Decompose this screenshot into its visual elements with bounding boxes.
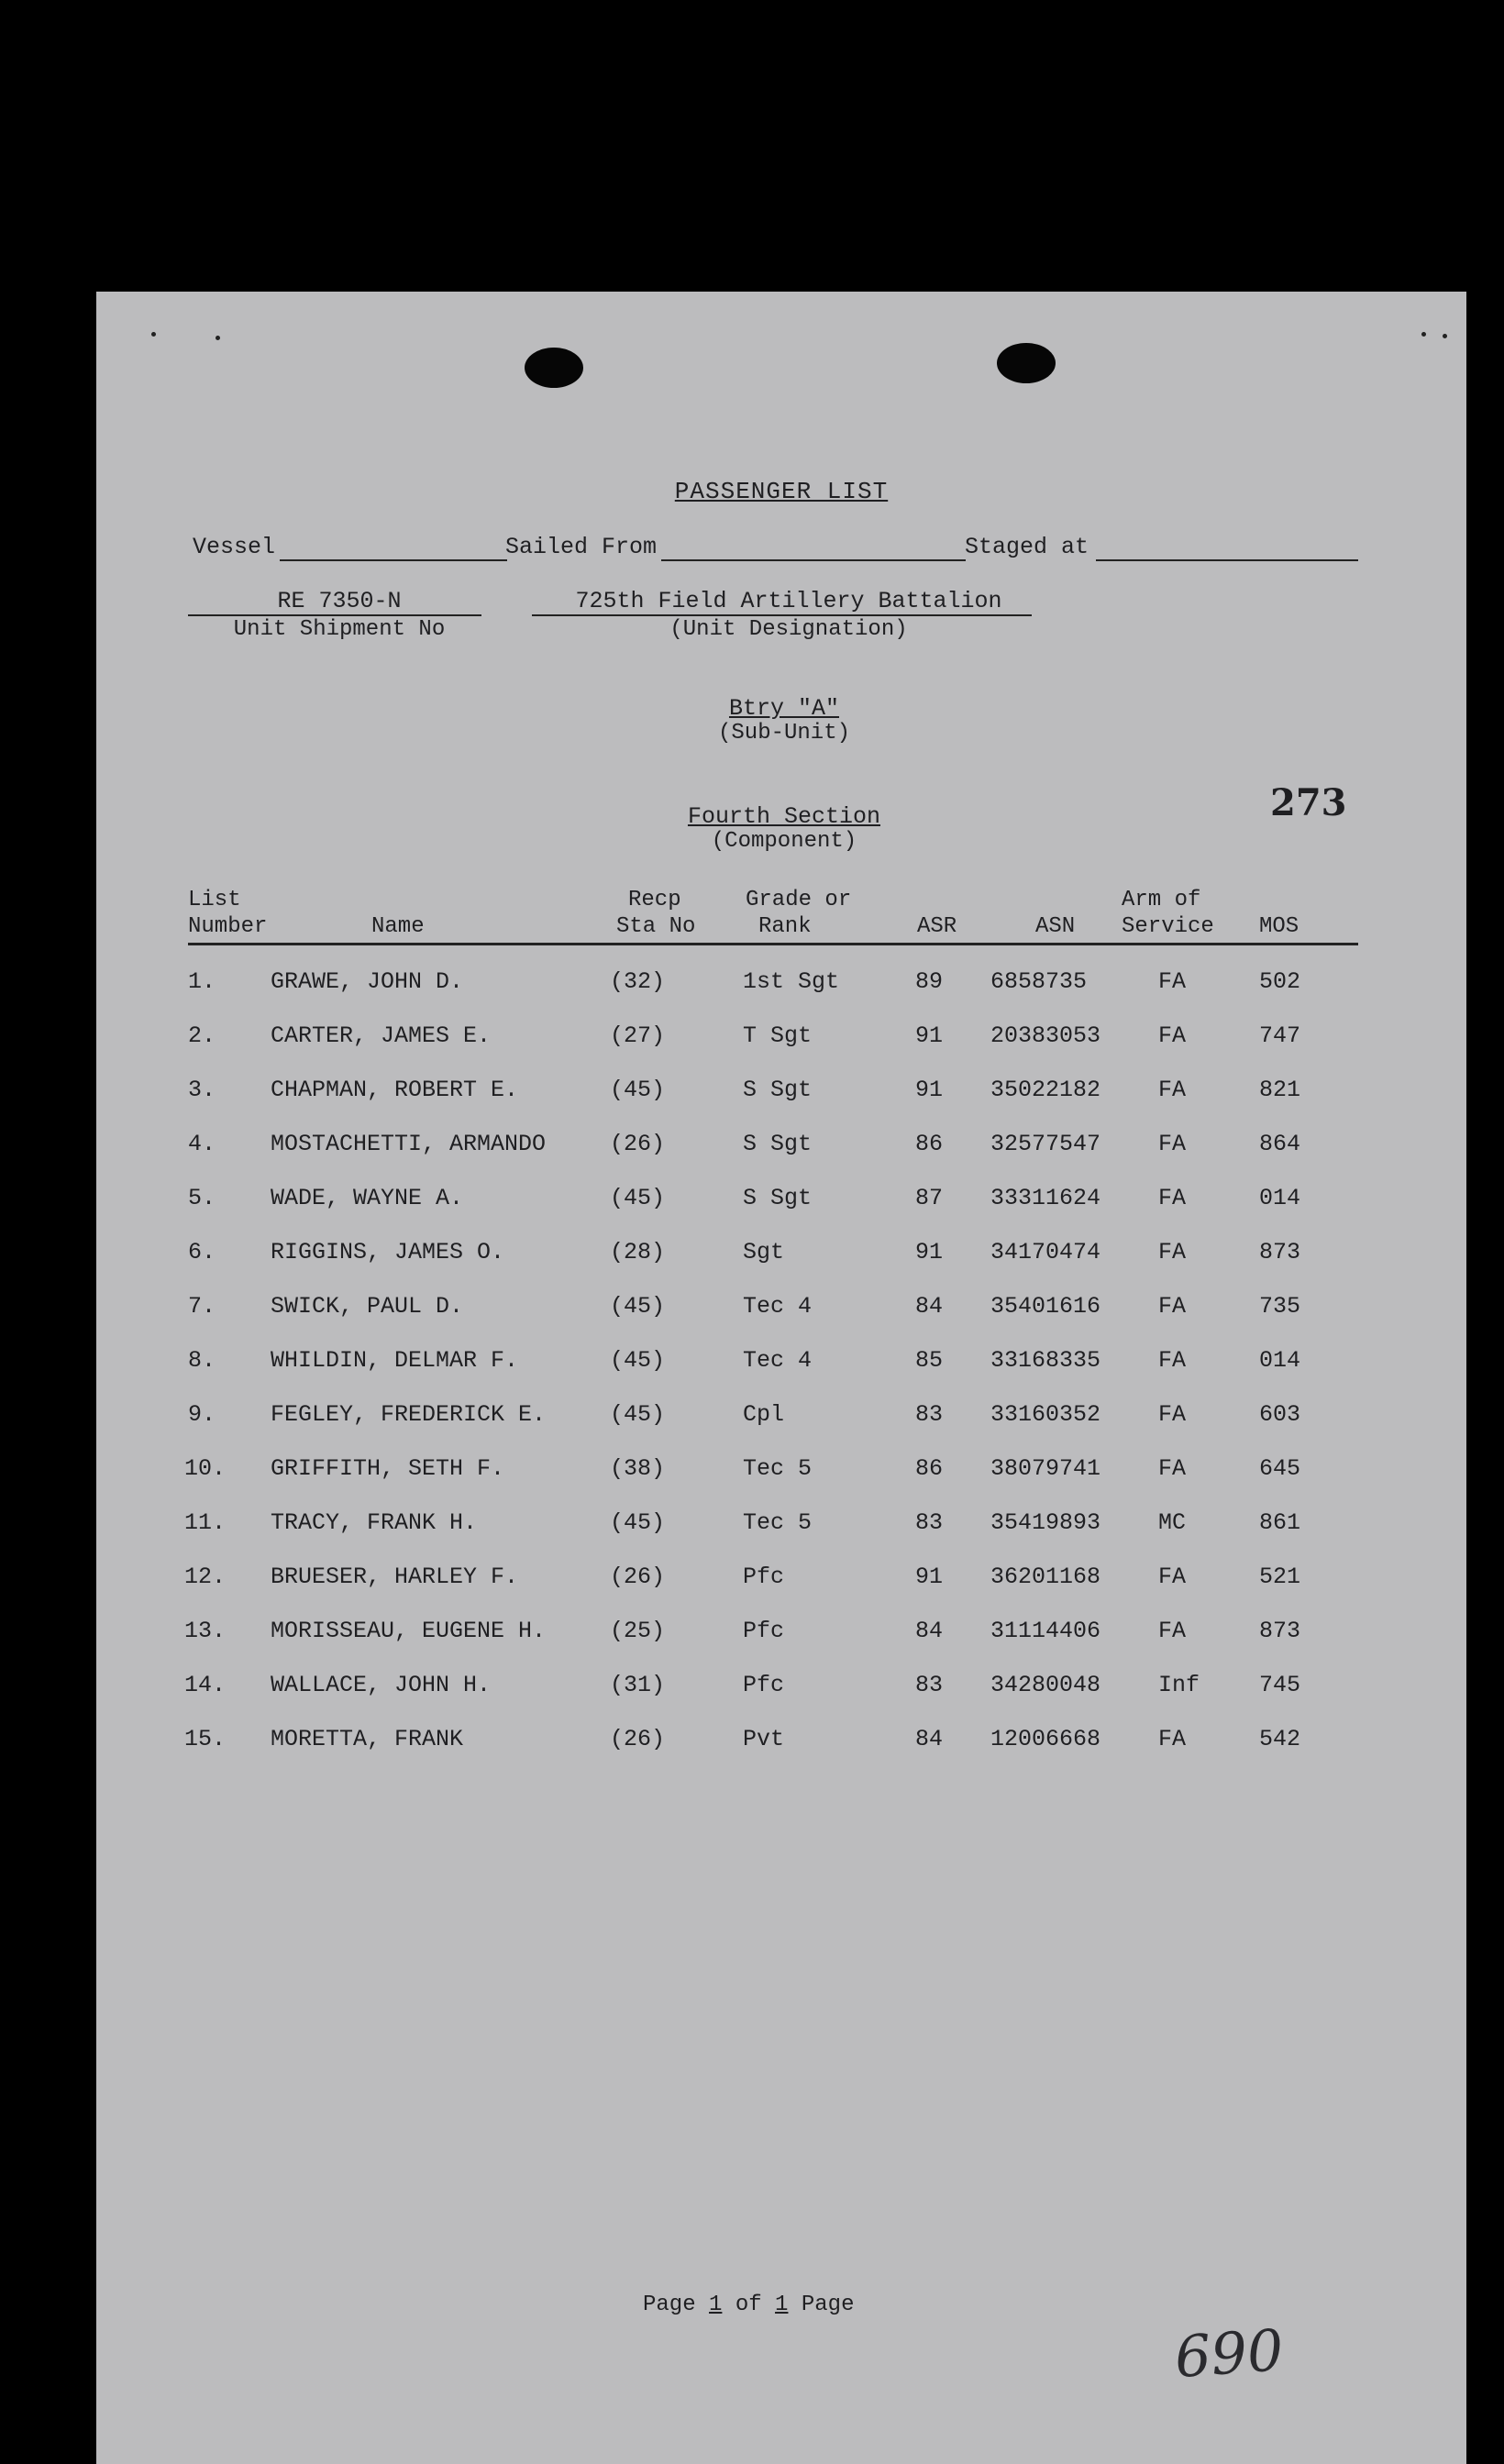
row-asn: 35022182	[990, 1077, 1101, 1103]
row-mos: 014	[1259, 1347, 1301, 1374]
vessel-blank	[280, 559, 507, 561]
table-row	[96, 1726, 1466, 1762]
table-row	[96, 1347, 1466, 1384]
row-grade: S Sgt	[743, 1131, 813, 1157]
staged-at-label: Staged at	[965, 534, 1089, 560]
row-arm: FA	[1158, 1347, 1187, 1374]
row-grade: Tec 5	[743, 1455, 813, 1482]
row-mos: 542	[1259, 1726, 1301, 1752]
table-row	[96, 1131, 1466, 1167]
scan-speck	[151, 332, 156, 337]
row-asr: 87	[915, 1185, 944, 1211]
row-asn: 33311624	[990, 1185, 1101, 1211]
row-sta-no: (32)	[610, 968, 666, 995]
header-asr: ASR	[917, 914, 957, 939]
row-arm: FA	[1158, 1185, 1187, 1211]
page-footer	[643, 2293, 854, 2317]
row-mos: 873	[1259, 1618, 1301, 1644]
handwritten-number: 690	[1172, 2315, 1286, 2392]
row-asr: 86	[915, 1455, 944, 1482]
row-arm: MC	[1158, 1509, 1187, 1536]
row-asr: 85	[915, 1347, 944, 1374]
row-sta-no: (26)	[610, 1131, 666, 1157]
header-grade-2: Rank	[758, 914, 812, 939]
row-grade: Pfc	[743, 1618, 785, 1644]
table-row	[96, 1672, 1466, 1708]
header-arm-2: Service	[1122, 914, 1214, 939]
row-mos: 014	[1259, 1185, 1301, 1211]
row-sta-no: (45)	[610, 1185, 666, 1211]
staged-at-blank	[1096, 559, 1358, 561]
row-name: SWICK, PAUL D.	[271, 1293, 464, 1320]
row-arm: FA	[1158, 1401, 1187, 1428]
row-grade: 1st Sgt	[743, 968, 840, 995]
row-number: 5.	[188, 1185, 216, 1211]
row-sta-no: (45)	[610, 1401, 666, 1428]
document-title: PASSENGER LIST	[674, 478, 889, 505]
row-asr: 89	[915, 968, 944, 995]
row-asr: 91	[915, 1077, 944, 1103]
row-name: WHILDIN, DELMAR F.	[271, 1347, 519, 1374]
row-sta-no: (28)	[610, 1239, 666, 1265]
row-asn: 33168335	[990, 1347, 1101, 1374]
row-number: 9.	[188, 1401, 216, 1428]
row-asr: 86	[915, 1131, 944, 1157]
row-asn: 35419893	[990, 1509, 1101, 1536]
unit-designation-line	[532, 614, 1032, 616]
row-sta-no: (45)	[610, 1293, 666, 1320]
row-number: 4.	[188, 1131, 216, 1157]
row-sta-no: (26)	[610, 1563, 666, 1590]
row-grade: Tec 5	[743, 1509, 813, 1536]
header-sta-1: Recp	[628, 888, 681, 912]
row-mos: 864	[1259, 1131, 1301, 1157]
row-number: 15.	[184, 1726, 227, 1752]
row-arm: FA	[1158, 1726, 1187, 1752]
row-name: WADE, WAYNE A.	[271, 1185, 464, 1211]
table-row	[96, 1455, 1466, 1492]
row-grade: Pfc	[743, 1563, 785, 1590]
sub-unit: Btry "A"	[728, 695, 840, 722]
row-mos: 861	[1259, 1509, 1301, 1536]
header-asn: ASN	[1035, 914, 1076, 939]
row-asn: 33160352	[990, 1401, 1101, 1428]
row-asn: 35401616	[990, 1293, 1101, 1320]
row-number: 13.	[184, 1618, 227, 1644]
row-arm: Inf	[1158, 1672, 1200, 1698]
row-asr: 91	[915, 1022, 944, 1049]
row-sta-no: (26)	[610, 1726, 666, 1752]
row-asr: 91	[915, 1239, 944, 1265]
row-number: 11.	[184, 1509, 227, 1536]
header-sta-2: Sta No	[616, 914, 696, 939]
header-name: Name	[371, 914, 425, 939]
row-number: 8.	[188, 1347, 216, 1374]
document-page	[96, 292, 1466, 2464]
row-arm: FA	[1158, 1455, 1187, 1482]
unit-designation-caption: (Unit Designation)	[669, 617, 908, 642]
table-row	[96, 1239, 1466, 1276]
row-asr: 83	[915, 1509, 944, 1536]
row-mos: 873	[1259, 1239, 1301, 1265]
row-grade: Tec 4	[743, 1347, 813, 1374]
footer-page-number: 1	[709, 2293, 723, 2317]
sailed-from-label: Sailed From	[505, 534, 658, 560]
scan-speck	[1443, 334, 1447, 338]
row-name: GRAWE, JOHN D.	[271, 968, 464, 995]
row-name: MORETTA, FRANK	[271, 1726, 464, 1752]
row-name: FEGLEY, FREDERICK E.	[271, 1401, 547, 1428]
row-number: 6.	[188, 1239, 216, 1265]
row-mos: 745	[1259, 1672, 1301, 1698]
row-asr: 83	[915, 1672, 944, 1698]
row-asn: 34280048	[990, 1672, 1101, 1698]
row-grade: T Sgt	[743, 1022, 813, 1049]
row-grade: Pvt	[743, 1726, 785, 1752]
footer-page-word-2: Page	[801, 2293, 855, 2317]
page-stamp-number: 273	[1270, 781, 1347, 824]
footer-of-word: of	[735, 2293, 762, 2317]
row-name: CARTER, JAMES E.	[271, 1022, 492, 1049]
row-arm: FA	[1158, 1077, 1187, 1103]
table-row	[96, 1022, 1466, 1059]
header-arm-1: Arm of	[1122, 888, 1201, 912]
table-row	[96, 1401, 1466, 1438]
row-asn: 6858735	[990, 968, 1088, 995]
row-name: MORISSEAU, EUGENE H.	[271, 1618, 547, 1644]
shipment-number: RE 7350-N	[277, 588, 402, 614]
row-mos: 735	[1259, 1293, 1301, 1320]
header-list-number-1: List	[188, 888, 241, 912]
footer-page-total: 1	[775, 2293, 789, 2317]
row-arm: FA	[1158, 1563, 1187, 1590]
row-grade: Cpl	[743, 1401, 785, 1428]
row-name: TRACY, FRANK H.	[271, 1509, 478, 1536]
row-asr: 84	[915, 1618, 944, 1644]
row-mos: 603	[1259, 1401, 1301, 1428]
row-number: 12.	[184, 1563, 227, 1590]
row-asn: 34170474	[990, 1239, 1101, 1265]
row-name: WALLACE, JOHN H.	[271, 1672, 492, 1698]
row-number: 14.	[184, 1672, 227, 1698]
row-asr: 84	[915, 1293, 944, 1320]
row-asr: 84	[915, 1726, 944, 1752]
sailed-from-blank	[661, 559, 966, 561]
row-name: BRUESER, HARLEY F.	[271, 1563, 519, 1590]
row-number: 1.	[188, 968, 216, 995]
footer-page-word: Page	[643, 2293, 696, 2317]
row-name: GRIFFITH, SETH F.	[271, 1455, 505, 1482]
row-grade: Sgt	[743, 1239, 785, 1265]
row-number: 10.	[184, 1455, 227, 1482]
row-sta-no: (45)	[610, 1509, 666, 1536]
row-grade: S Sgt	[743, 1077, 813, 1103]
row-number: 7.	[188, 1293, 216, 1320]
row-sta-no: (27)	[610, 1022, 666, 1049]
row-arm: FA	[1158, 1239, 1187, 1265]
table-row	[96, 1509, 1466, 1546]
scan-speck	[216, 336, 220, 340]
table-row	[96, 1293, 1466, 1330]
row-mos: 747	[1259, 1022, 1301, 1049]
row-asn: 31114406	[990, 1618, 1101, 1644]
row-name: MOSTACHETTI, ARMANDO	[271, 1131, 547, 1157]
table-row	[96, 1563, 1466, 1600]
row-arm: FA	[1158, 1131, 1187, 1157]
punch-hole-left	[525, 348, 583, 388]
row-number: 3.	[188, 1077, 216, 1103]
shipment-caption: Unit Shipment No	[233, 617, 446, 642]
row-name: CHAPMAN, ROBERT E.	[271, 1077, 519, 1103]
table-row	[96, 968, 1466, 1005]
row-arm: FA	[1158, 1022, 1187, 1049]
row-name: RIGGINS, JAMES O.	[271, 1239, 505, 1265]
header-list-number-2: Number	[188, 914, 268, 939]
row-asr: 83	[915, 1401, 944, 1428]
table-row	[96, 1618, 1466, 1654]
row-mos: 821	[1259, 1077, 1301, 1103]
row-arm: FA	[1158, 1293, 1187, 1320]
row-grade: Tec 4	[743, 1293, 813, 1320]
row-number: 2.	[188, 1022, 216, 1049]
row-mos: 645	[1259, 1455, 1301, 1482]
row-mos: 521	[1259, 1563, 1301, 1590]
row-grade: S Sgt	[743, 1185, 813, 1211]
sub-unit-caption: (Sub-Unit)	[717, 721, 851, 746]
table-row	[96, 1077, 1466, 1113]
row-asn: 12006668	[990, 1726, 1101, 1752]
component: Fourth Section	[687, 803, 881, 830]
scan-speck	[1421, 332, 1426, 337]
row-sta-no: (45)	[610, 1077, 666, 1103]
header-mos: MOS	[1259, 914, 1299, 939]
row-grade: Pfc	[743, 1672, 785, 1698]
row-sta-no: (31)	[610, 1672, 666, 1698]
row-mos: 502	[1259, 968, 1301, 995]
row-sta-no: (45)	[610, 1347, 666, 1374]
vessel-label: Vessel	[193, 534, 276, 560]
unit-designation: 725th Field Artillery Battalion	[575, 588, 1002, 614]
row-asn: 36201168	[990, 1563, 1101, 1590]
table-row	[96, 1185, 1466, 1221]
punch-hole-right	[997, 343, 1056, 383]
row-asn: 38079741	[990, 1455, 1101, 1482]
component-caption: (Component)	[711, 829, 857, 854]
row-asn: 20383053	[990, 1022, 1101, 1049]
row-asr: 91	[915, 1563, 944, 1590]
shipment-number-line	[188, 614, 481, 616]
row-sta-no: (38)	[610, 1455, 666, 1482]
header-grade-1: Grade or	[746, 888, 852, 912]
header-underline	[188, 943, 1358, 945]
row-asn: 32577547	[990, 1131, 1101, 1157]
row-arm: FA	[1158, 1618, 1187, 1644]
row-arm: FA	[1158, 968, 1187, 995]
row-sta-no: (25)	[610, 1618, 666, 1644]
